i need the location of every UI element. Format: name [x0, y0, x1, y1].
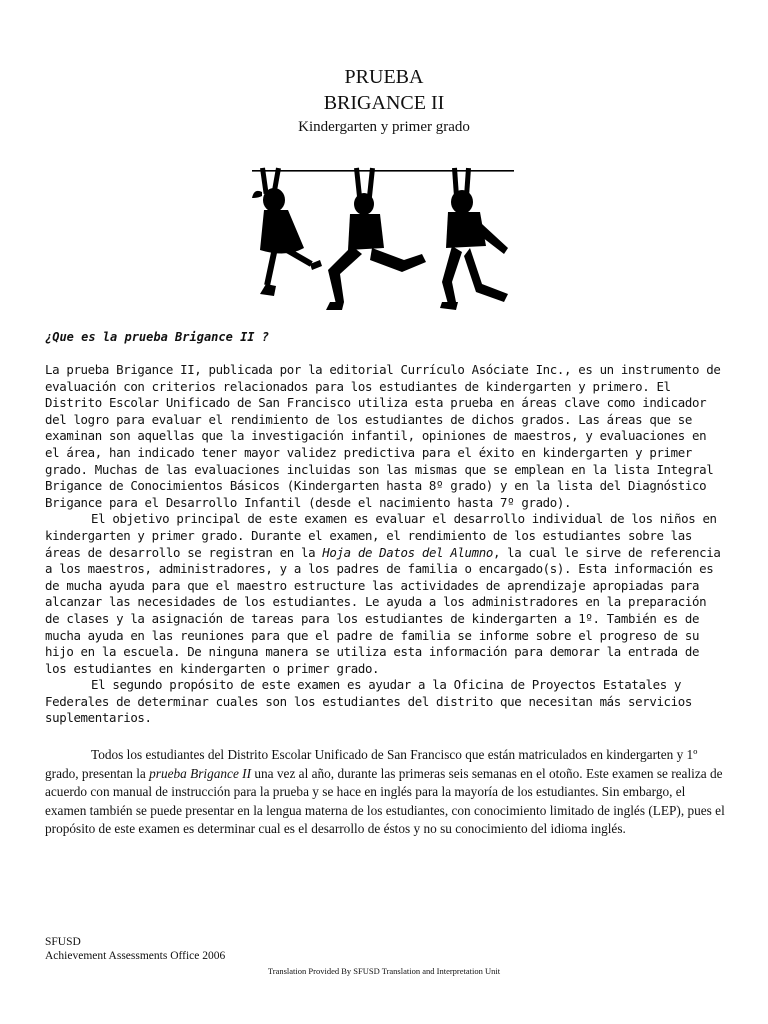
paragraph-2-italic: Hoja de Datos del Alumno: [322, 544, 493, 560]
paragraph-4-text-b: una vez al año, durante las primeras seis semanas en el otoño. Este examen se realiza de acuerdo con manual de instrucción para la prueba y se hace en inglés para la mayoría de los estudiantes. Sin embargo, el examen también se puede presentar en la lengua materna de los estudiantes, con conocimiento limitado de inglés (LEP), pues el propósito de este examen es determinar cual es el desarrollo de éstos y no su conocimiento del idioma inglés.: [45, 765, 725, 836]
paragraph-4-italic: prueba Brigance II: [149, 765, 252, 781]
title-line-1: PRUEBA: [344, 66, 424, 88]
title-line-2: BRIGANCE II: [323, 92, 445, 114]
subtitle: Kindergarten y primer grado: [298, 119, 470, 135]
footer-org: SFUSD: [45, 936, 81, 948]
footer-translation-credit: Translation Provided By SFUSD Translation and Interpretation Unit: [267, 966, 501, 976]
footer-office: Achievement Assessments Office 2006: [45, 950, 226, 962]
paragraph-4: [45, 746, 725, 839]
paragraph-2-text-a: El objetivo principal de este examen es evaluar el desarrollo individual de los niños en kindergarten y primer grado. Durante el examen, el rendimiento de los estudiantes sobre las áreas de desarrollo se registran en la: [45, 511, 717, 560]
section-question: ¿Que es la prueba Brigance II ?: [45, 330, 269, 344]
paragraph-1: La prueba Brigance II, publicada por la editorial Currículo Asóciate Inc., es un instrumento de evaluación con criterios relacionados para los estudiantes de kindergarten y primero. El Distrito Escolar Unificado de San Francisco utiliza esta prueba en áreas clave como indicador del logro para evaluar el rendimiento de los estudiantes de dichos grados. Las áreas que se examinan son aquellas que la investigación infantil, opiniones de maestros, y evaluaciones en el área, han indicado tener mayor validez predictiva para el éxito en kindergarten y primer grado. Muchas de las evaluaciones incluidas son las mismas que se emplean en la lista Integral Brigance de Conocimientos Básicos (Kindergarten hasta 8º grado) y en la lista del Diagnóstico Brigance para el Desarrollo Infantil (desde el nacimiento hasta 7º grado).: [45, 362, 721, 510]
paragraph-4-text-a: Todos los estudiantes del Distrito Escolar Unificado de San Francisco que están matriculados en kindergarten y 1º grado, presentan la: [45, 747, 698, 781]
children-hanging-silhouette-icon: [246, 164, 520, 314]
paragraph-2-text-b: , la cual le sirve de referencia a los maestros, administradores, y a los padres de familia o encargado(s). Esta información es de mucha ayuda para que el maestro estructure las actividades de aprendizaje apropiadas para alcanzar las necesidades de los estudiantes. Le ayuda a los administradores en la preparación de clases y la asignación de tareas para los estudiantes de kindergarten a 1º. También es de mucha ayuda en las reuniones para que el padre de familia se informe sobre el progreso de su hijo en la escuela. De ninguna manera se utiliza esta información para demorar la entrada de los estudiantes en kindergarten o primer grado.: [45, 544, 721, 676]
paragraph-3: El segundo propósito de este examen es ayudar a la Oficina de Proyectos Estatales y Federales de determinar cuales son los estudiantes del distrito que necesitan más servicios suplementarios.: [45, 677, 692, 726]
paragraph-2: [45, 511, 725, 677]
body-text-block-serif: [45, 746, 725, 839]
body-text-block: [45, 362, 725, 727]
